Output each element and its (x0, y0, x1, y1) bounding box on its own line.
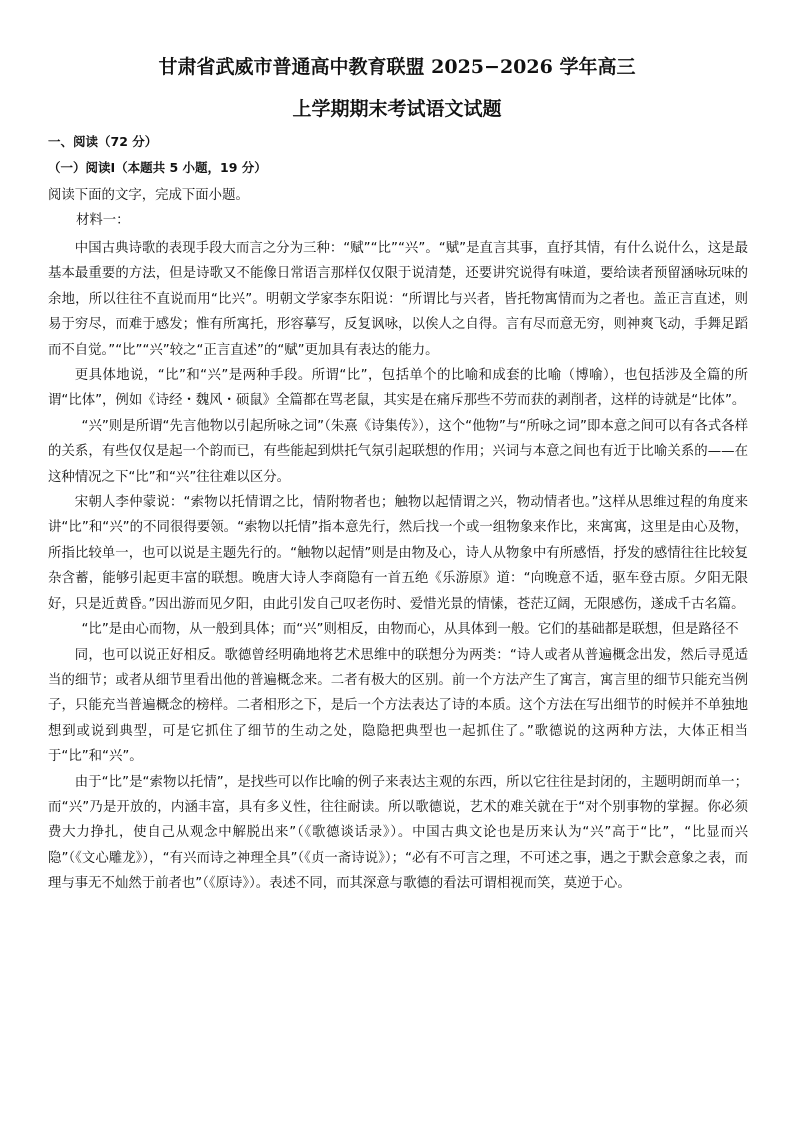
instruction-text: 阅读下面的文字，完成下面小题。 (48, 188, 249, 203)
article-body (48, 236, 748, 897)
paragraph: 同，也可以说正好相反。歌德曾经明确地将艺术思维中的联想分为两类：“诗人或者从普遍概念出发，然后寻觅适当的细节；或者从细节里看出他的普遍概念来。二者有极大的区别。前一个方法产生了寓言，寓言里的细节只能充当例子，只能充当普遍概念的榜样。二者相形之下，是后一个方法表达了诗的本质。这个方法在写出细节的时候并不单独地想到或说到典型，可是它抓住了细节的生动之处，隐隐把典型也一起抓住了。”歌德说的这两种方法，大体正相当于“比”和“兴”。 (48, 647, 748, 765)
material-label: 材料一： (76, 213, 130, 228)
paragraph: 由于“比”是“索物以托情”，是找些可以作比喻的例子来表达主观的东西，所以它往往是封闭的，主题明朗而单一；而“兴”乃是开放的，内涵丰富，具有多义性，往往耐读。所以歌德说，艺术的难关就在于“对个别事物的掌握。你必须费大力挣扎，使自己从观念中解脱出来”（《歌德谈话录》）。中国古典文论也是历来认为“兴”高于“比”，“比显而兴隐”（《文心雕龙》），“有兴而诗之神理全具”（《贞一斋诗说》）；“必有不可言之理，不可述之事，遇之于默会意象之表，而理与事无不灿然于前者也”（《原诗》）。表述不同，而其深意与歌德的看法可谓相视而笑，莫逆于心。 (48, 774, 748, 892)
section-heading: 一、阅读（72 分） (48, 134, 158, 149)
exam-title-line2: 上学期期末考试语文试题 (292, 98, 502, 120)
paragraph: “兴”则是所谓“先言他物以引起所咏之词”（朱熹《诗集传》），这个“他物”与“所咏之词”即本意之间可以有各式各样的关系，有些仅仅是起一个韵而已，有些能起到烘托气氛引起联想的作用；兴词与本意之间也有近于比喻关系的——在这种情况之下“比”和“兴”往往难以区分。 (48, 418, 748, 485)
subsection-heading: （一）阅读Ⅰ（本题共 5 小题，19 分） (48, 160, 267, 175)
paragraph: “比”是由心而物，从一般到具体；而“兴”则相反，由物而心，从具体到一般。它们的基础都是联想，但是路径不 (81, 622, 739, 638)
paragraph: 中国古典诗歌的表现手段大而言之分为三种：“赋”“比”“兴”。“赋”是直言其事，直抒其情，有什么说什么，这是最基本最重要的方法，但是诗歌又不能像日常语言那样仅仅限于说清楚，还要讲究说得有味道，要给读者预留涵咏玩味的余地，所以往往不直说而用“比兴”。明朝文学家李东阳说：“所谓比与兴者，皆托物寓情而为之者也。盖正言直述，则易于穷尽，而难于感发；惟有所寓托，形容摹写，反复讽咏，以俟人之自得。言有尽而意无穷，则神爽飞动，手舞足蹈而不自觉。”“比”“兴”较之“正言直述”的“赋”更加具有表达的能力。 (48, 241, 748, 358)
paragraph: 更具体地说，“比”和“兴”是两种手段。所谓“比”，包括单个的比喻和成套的比喻（博喻），也包括涉及全篇的所谓“比体”，例如《诗经・魏风・硕鼠》全篇都在骂老鼠，其实是在痛斥那些不劳而获的剥削者，这样的诗就是“比体”。 (48, 368, 748, 409)
paragraph: 宋朝人李仲蒙说：“索物以托情谓之比，情附物者也；触物以起情谓之兴，物动情者也。”这样从思维过程的角度来讲“比”和“兴”的不同很得要领。“索物以托情”指本意先行，然后找一个或一组物象来作比，来寓寓，这里是由心及物，所指比较单一，也可以说是主题先行的。“触物以起情”则是由物及心，诗人从物象中有所感悟，抒发的感情往往比较复杂含蓄，能够引起更丰富的联想。晚唐大诗人李商隐有一首五绝《乐游原》道：“向晚意不适，驱车登古原。夕阳无限好，只是近黄昏。”因出游而见夕阳，由此引发自己叹老伤时、爱惜光景的情愫，苍茫辽阔，无限感伤，遂成千古名篇。 (48, 495, 748, 612)
exam-title-line1: 甘肃省武威市普通高中教育联盟 2025−2026 学年高三 (158, 56, 636, 78)
